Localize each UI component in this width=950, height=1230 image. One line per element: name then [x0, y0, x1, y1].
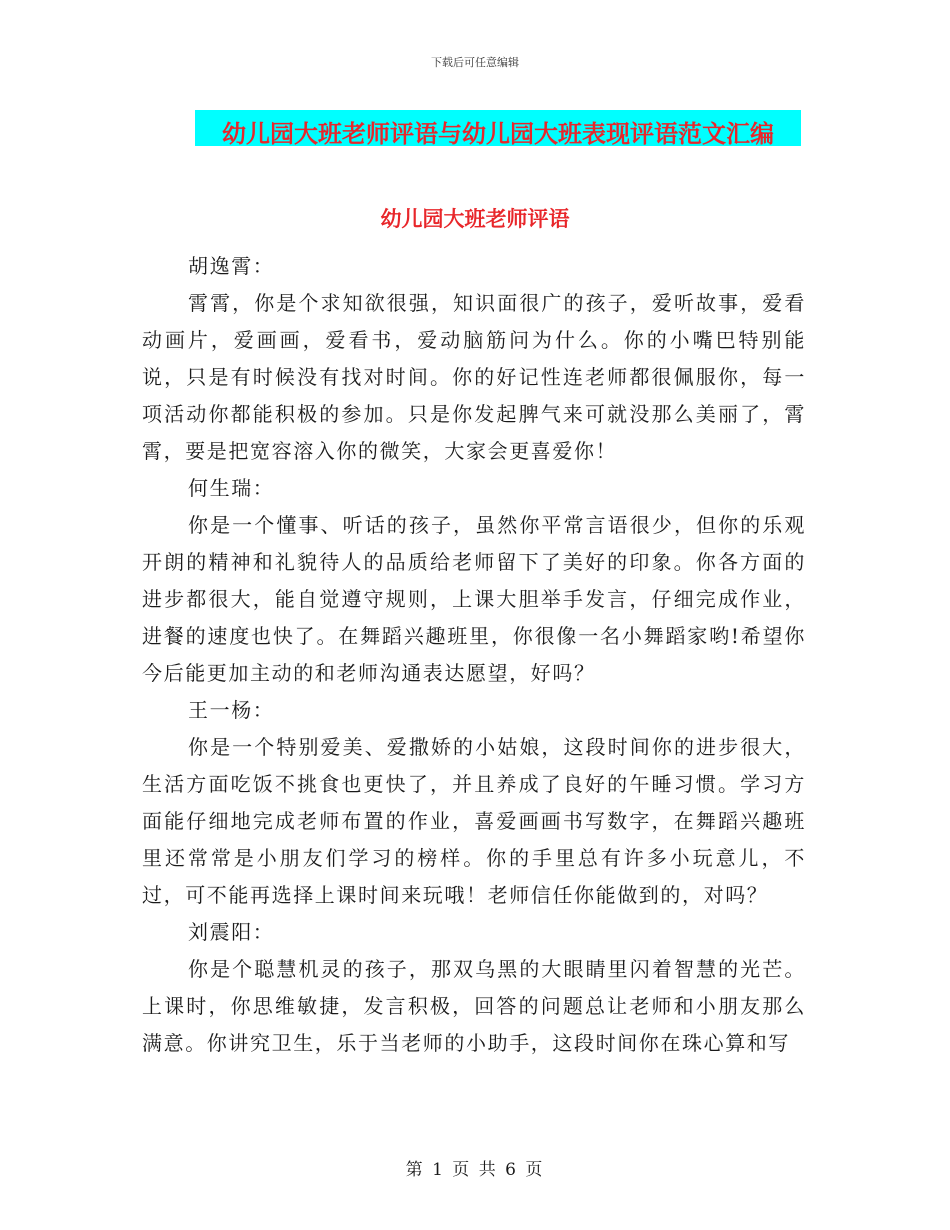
document-body — [142, 248, 806, 1062]
comment-paragraph: 你是一个特别爱美、爱撒娇的小姑娘，这段时间你的进步很大，生活方面吃饭不挑食也更快了，并且养成了良好的午睡习惯。学习方面能仔细地完成老师布置的作业，喜爱画画书写数字，在舞蹈兴趣班里还常常是小朋友们学习的榜样。你的手里总有许多小玩意儿，不过，可不能再选择上课时间来玩哦！老师信任你能做到的，对吗？ — [142, 735, 806, 907]
comment-paragraph: 霄霄，你是个求知欲很强，知识面很广的孩子，爱听故事，爱看动画片，爱画画，爱看书，爱动脑筋问为什么。你的小嘴巴特别能说，只是有时候没有找对时间。你的好记性连老师都很佩服你，每一项活动你都能积极的参加。只是你发起脾气来可就没那么美丽了，霄霄，要是把宽容溶入你的微笑，大家会更喜爱你！ — [142, 291, 806, 463]
student-name: 胡逸霄： — [188, 254, 275, 278]
student-name: 刘震阳： — [188, 920, 275, 944]
document-title: 幼儿园大班老师评语与幼儿园大班表现评语范文汇编 — [222, 120, 774, 148]
comment-paragraph: 你是个聪慧机灵的孩子，那双乌黑的大眼睛里闪着智慧的光芒。上课时，你思维敏捷，发言积极，回答的问题总让老师和小朋友那么满意。你讲究卫生，乐于当老师的小助手，这段时间你在珠心算和写 — [142, 957, 806, 1055]
student-name: 何生瑞： — [188, 476, 275, 500]
page-footer: 第 1 页 共 6 页 — [405, 1160, 545, 1180]
student-name: 王一杨： — [188, 698, 275, 722]
section-title: 幼儿园大班老师评语 — [380, 207, 570, 231]
header-note: 下载后可任意编辑 — [431, 56, 519, 69]
comment-paragraph: 你是一个懂事、听话的孩子，虽然你平常言语很少，但你的乐观开朗的精神和礼貌待人的品质给老师留下了美好的印象。你各方面的进步都很大，能自觉遵守规则，上课大胆举手发言，仔细完成作业，进餐的速度也快了。在舞蹈兴趣班里，你很像一名小舞蹈家哟!希望你今后能更加主动的和老师沟通表达愿望，好吗？ — [142, 513, 806, 685]
